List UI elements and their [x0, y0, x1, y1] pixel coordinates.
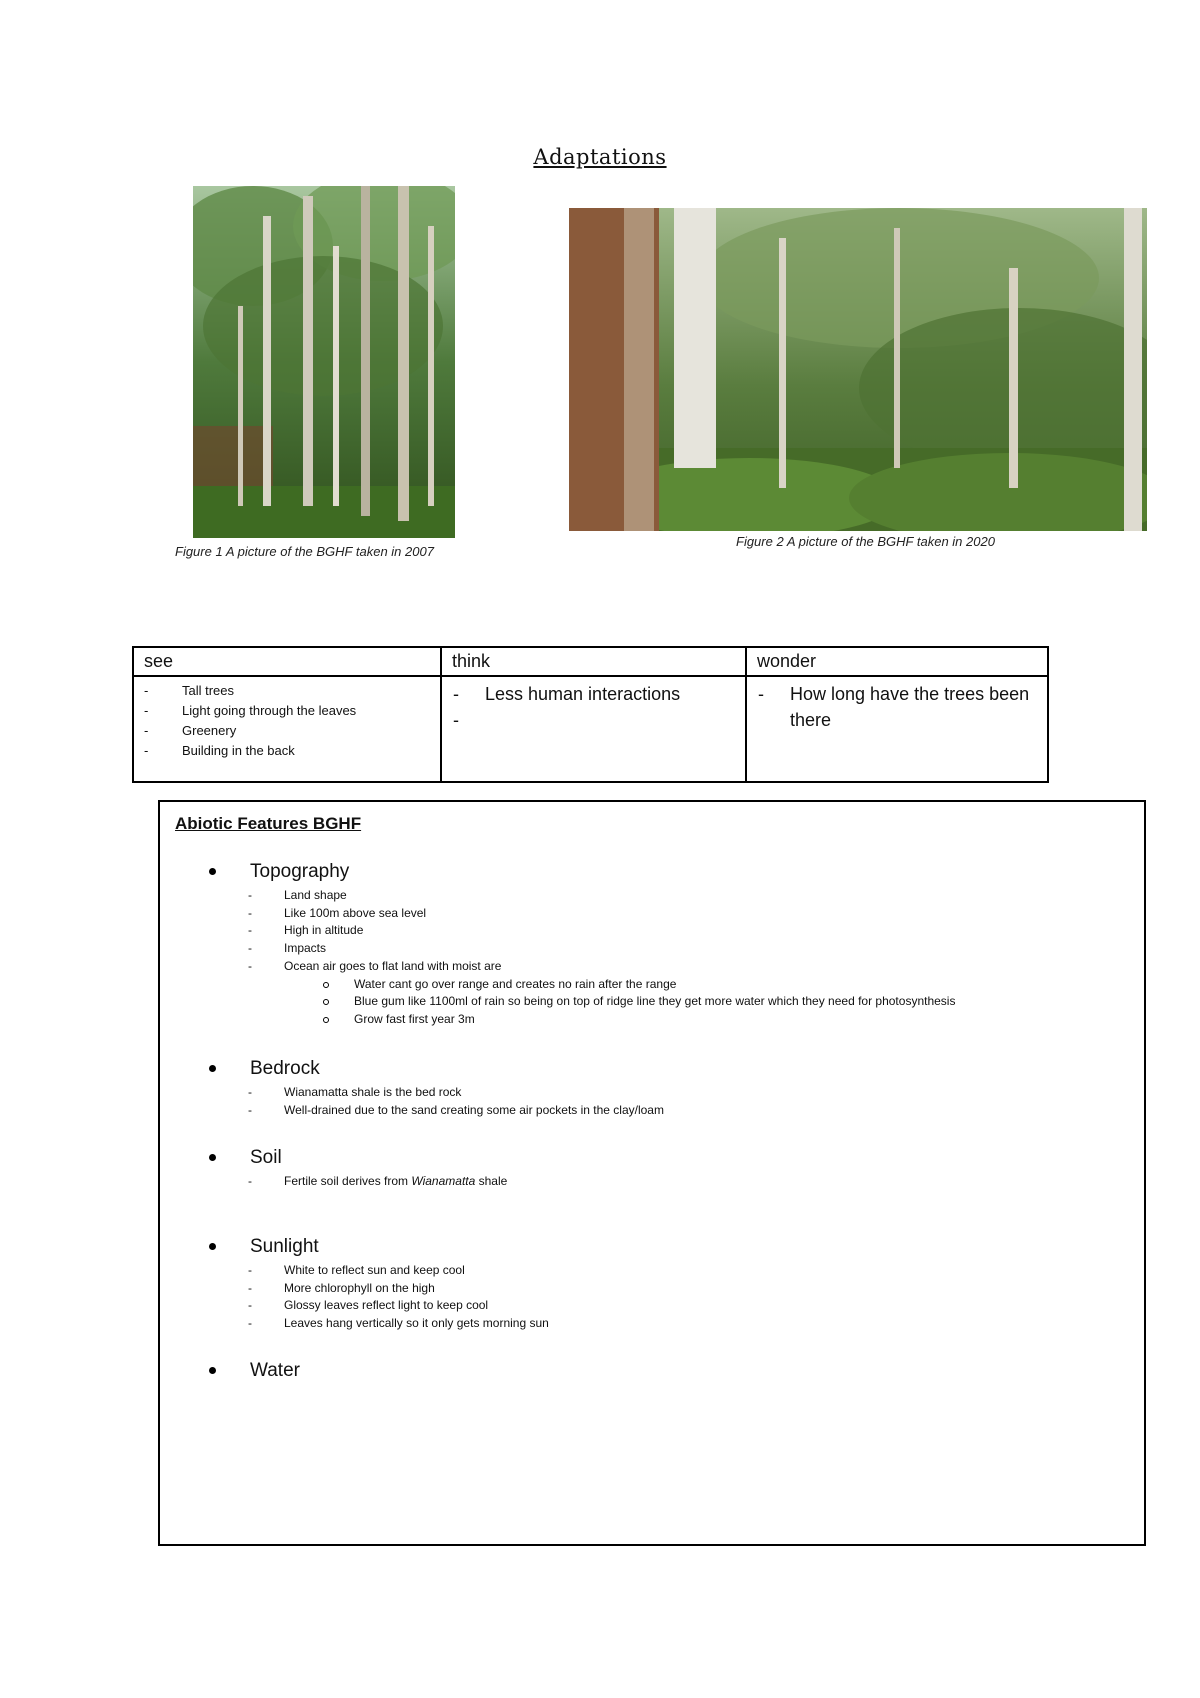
list-item: - White to reflect sun and keep cool: [208, 1262, 549, 1280]
water-heading: Water: [208, 1358, 300, 1384]
list-item: - High in altitude: [208, 922, 955, 940]
soil-section: [208, 1145, 507, 1191]
see-header: see: [134, 648, 440, 677]
see-think-wonder-table: [132, 646, 1049, 783]
list-item: Water cant go over range and creates no rain after the range: [208, 976, 955, 994]
list-item: - Light going through the leaves: [142, 701, 432, 721]
wonder-list: [755, 681, 1039, 733]
list-item: - Like 100m above sea level: [208, 905, 955, 923]
list-item: - Less human interactions: [450, 681, 737, 707]
figure-2-caption: Figure 2 A picture of the BGHF taken in 2020: [736, 534, 995, 549]
soil-heading: Soil: [208, 1145, 507, 1171]
wonder-header: wonder: [747, 648, 1047, 677]
page-title: Adaptations: [533, 145, 667, 169]
think-list: [450, 681, 737, 733]
list-item: - Wianamatta shale is the bed rock: [208, 1084, 664, 1102]
sunlight-section: [208, 1234, 549, 1333]
list-item: - Glossy leaves reflect light to keep cool: [208, 1297, 549, 1315]
figure-2-photo: [569, 208, 1147, 531]
wonder-column: [745, 648, 1047, 781]
list-item: - Fertile soil derives from Wianamatta shale: [208, 1173, 507, 1191]
soil-list: [208, 1173, 507, 1191]
water-section: [208, 1358, 300, 1384]
abiotic-features-box: [158, 800, 1146, 1546]
bedrock-section: [208, 1056, 664, 1119]
list-item: Blue gum like 1100ml of rain so being on top of ridge line they get more water which they need for photosynthesis: [208, 993, 955, 1011]
sunlight-list: [208, 1262, 549, 1333]
list-item: - How long have the trees been there: [755, 681, 1039, 733]
abiotic-title: Abiotic Features BGHF: [175, 814, 362, 833]
list-item: - Tall trees: [142, 681, 432, 701]
see-list: [142, 681, 432, 761]
list-item: - Well-drained due to the sand creating some air pockets in the clay/loam: [208, 1102, 664, 1120]
topography-heading: Topography: [208, 859, 955, 885]
list-item: - Greenery: [142, 721, 432, 741]
figure-1-caption: Figure 1 A picture of the BGHF taken in 2007: [175, 544, 434, 559]
bedrock-list: [208, 1084, 664, 1119]
topography-sublist: [208, 976, 955, 1029]
see-column: [134, 648, 440, 781]
think-header: think: [442, 648, 745, 677]
sunlight-heading: Sunlight: [208, 1234, 549, 1260]
bedrock-heading: Bedrock: [208, 1056, 664, 1082]
list-item: - Land shape: [208, 887, 955, 905]
list-item: - Building in the back: [142, 741, 432, 761]
topography-section: [208, 859, 955, 1029]
list-item: - Ocean air goes to flat land with moist are: [208, 958, 955, 976]
topography-list: [208, 887, 955, 976]
list-item: [450, 707, 737, 733]
list-item: - Leaves hang vertically so it only gets morning sun: [208, 1315, 549, 1333]
figure-1-photo: [193, 186, 455, 538]
list-item: Grow fast first year 3m: [208, 1011, 955, 1029]
list-item: - Impacts: [208, 940, 955, 958]
list-item: - More chlorophyll on the high: [208, 1280, 549, 1298]
think-column: [440, 648, 745, 781]
